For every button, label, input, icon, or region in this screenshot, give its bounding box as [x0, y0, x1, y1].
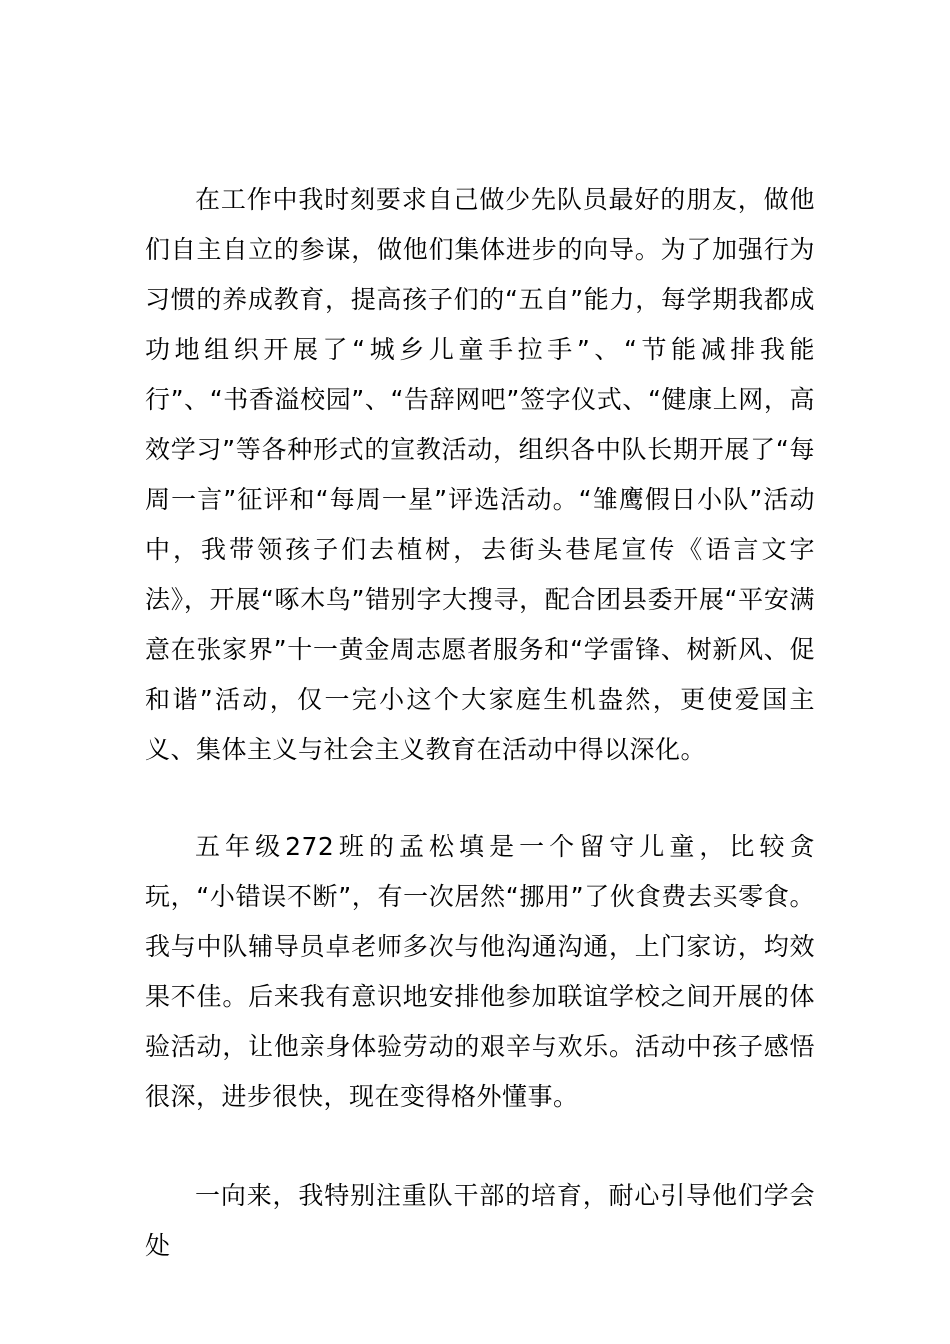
paragraph-3: 一向来，我特别注重队干部的培育，耐心引导他们学会处 [145, 1181, 815, 1260]
paragraph-2: 五年级272班的孟松填是一个留守儿童，比较贪玩，“小错误不断”，有一次居然“挪用”了伙食费去买零食。我与中队辅导员卓老师多次与他沟通沟通，上门家访，均效果不佳。后来我有意识地安排他参加联谊学校之间开展的体验活动，让他亲身体验劳动的艰辛与欢乐。活动中孩子感悟很深，进步很快，现在变得格外懂事。 [145, 832, 815, 1111]
paragraph-1: 在工作中我时刻要求自己做少先队员最好的朋友，做他们自主自立的参谋，做他们集体进步的向导。为了加强行为习惯的养成教育，提高孩子们的“五自”能力，每学期我都成功地组织开展了“城乡儿童手拉手”、“节能减排我能行”、“书香溢校园”、“告辞网吧”签字仪式、“健康上网，高效学习”等各种形式的宣教活动，组织各中队长期开展了“每周一言”征评和“每周一星”评选活动。“雏鹰假日小队”活动中，我带领孩子们去植树，去街头巷尾宣传《语言文字法》，开展“啄木鸟”错别字大搜寻，配合团县委开展“平安满意在张家界”十一黄金周志愿者服务和“学雷锋、树新风、促和谐”活动，仅一完小这个大家庭生机盎然，更使爱国主义、集体主义与社会主义教育在活动中得以深化。 [145, 185, 815, 764]
